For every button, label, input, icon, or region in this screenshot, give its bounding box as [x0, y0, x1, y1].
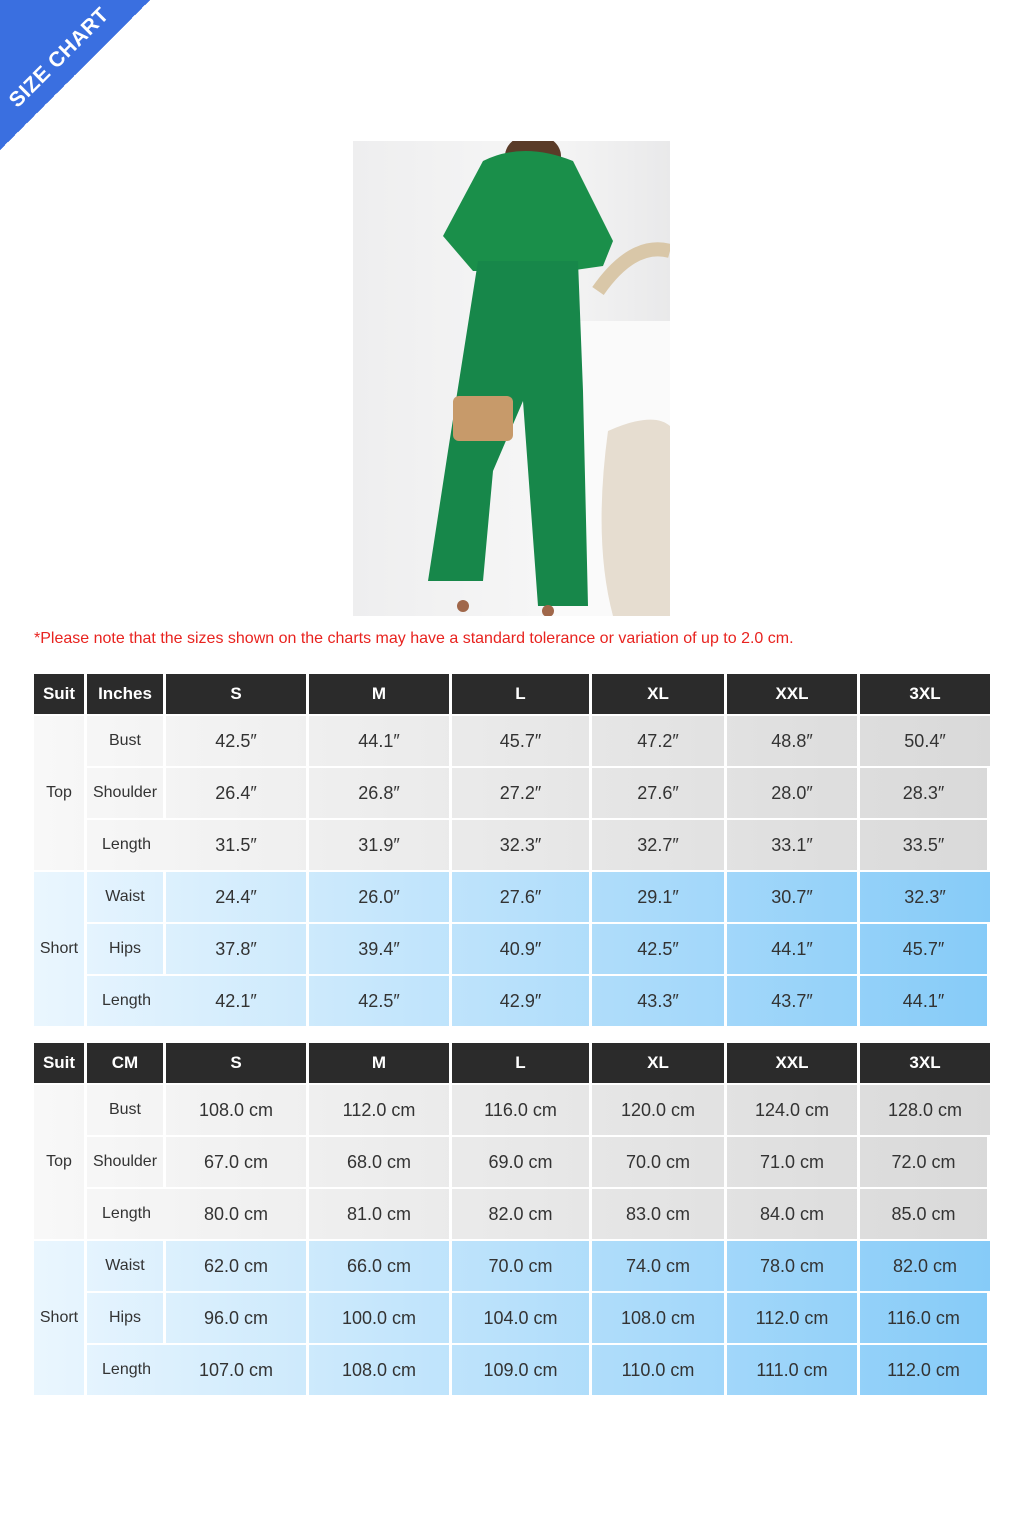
tolerance-note: *Please note that the sizes shown on the charts may have a standard tolerance or variation of up to 2.0 cm. [34, 630, 794, 647]
size-value: 84.0 cm [727, 1189, 860, 1241]
size-value: 112.0 cm [727, 1293, 860, 1345]
size-value: 47.2″ [592, 716, 727, 768]
size-value: 83.0 cm [592, 1189, 727, 1241]
header-cell: S [166, 1043, 309, 1085]
size-value: 33.1″ [727, 820, 860, 872]
size-value: 80.0 cm [166, 1189, 309, 1241]
measurement-label: Hips [87, 924, 166, 976]
size-value: 42.1″ [166, 976, 309, 1028]
size-value: 40.9″ [452, 924, 592, 976]
size-value: 30.7″ [727, 872, 860, 924]
size-value: 108.0 cm [592, 1293, 727, 1345]
table-header [34, 674, 990, 716]
size-value: 44.1″ [309, 716, 452, 768]
group-short [34, 872, 990, 1028]
header-cell: Suit [34, 674, 87, 716]
size-value: 116.0 cm [452, 1085, 592, 1137]
size-value: 116.0 cm [860, 1293, 990, 1345]
size-value: 45.7″ [452, 716, 592, 768]
measurement-label: Bust [87, 716, 166, 768]
size-value: 124.0 cm [727, 1085, 860, 1137]
measurement-label: Waist [87, 872, 166, 924]
header-cell: M [309, 674, 452, 716]
size-value: 44.1″ [860, 976, 990, 1028]
size-value: 42.9″ [452, 976, 592, 1028]
size-value: 74.0 cm [592, 1241, 727, 1293]
header-cell: XL [592, 1043, 727, 1085]
header-cell: XXL [727, 674, 860, 716]
size-value: 43.3″ [592, 976, 727, 1028]
size-value: 44.1″ [727, 924, 860, 976]
size-table-inches [34, 674, 990, 1028]
size-value: 45.7″ [860, 924, 990, 976]
size-value: 32.3″ [860, 872, 990, 924]
measurement-label: Length [87, 1189, 166, 1241]
size-value: 50.4″ [860, 716, 990, 768]
size-value: 69.0 cm [452, 1137, 592, 1189]
size-value: 108.0 cm [309, 1345, 452, 1397]
size-value: 68.0 cm [309, 1137, 452, 1189]
size-value: 27.2″ [452, 768, 592, 820]
size-value: 112.0 cm [309, 1085, 452, 1137]
size-value: 26.4″ [166, 768, 309, 820]
suit-label: Top [34, 716, 87, 872]
size-value: 66.0 cm [309, 1241, 452, 1293]
size-value: 62.0 cm [166, 1241, 309, 1293]
group-top [34, 1085, 990, 1241]
suit-label: Short [34, 1241, 87, 1397]
measurement-label: Length [87, 1345, 166, 1397]
size-value: 111.0 cm [727, 1345, 860, 1397]
measurement-label: Waist [87, 1241, 166, 1293]
size-value: 31.9″ [309, 820, 452, 872]
size-table-cm [34, 1043, 990, 1397]
size-value: 27.6″ [452, 872, 592, 924]
suit-label: Short [34, 872, 87, 1028]
size-value: 42.5″ [166, 716, 309, 768]
size-value: 67.0 cm [166, 1137, 309, 1189]
size-value: 104.0 cm [452, 1293, 592, 1345]
group-top [34, 716, 990, 872]
size-value: 32.7″ [592, 820, 727, 872]
header-cell: XXL [727, 1043, 860, 1085]
size-value: 24.4″ [166, 872, 309, 924]
suit-label: Top [34, 1085, 87, 1241]
measurement-label: Shoulder [87, 768, 166, 820]
header-cell: Inches [87, 674, 166, 716]
size-value: 82.0 cm [452, 1189, 592, 1241]
size-value: 78.0 cm [727, 1241, 860, 1293]
header-cell: XL [592, 674, 727, 716]
size-value: 72.0 cm [860, 1137, 990, 1189]
size-value: 42.5″ [309, 976, 452, 1028]
size-value: 27.6″ [592, 768, 727, 820]
product-photo [353, 141, 670, 616]
header-cell: M [309, 1043, 452, 1085]
header-cell: 3XL [860, 674, 990, 716]
size-value: 110.0 cm [592, 1345, 727, 1397]
header-cell: L [452, 1043, 592, 1085]
measurement-label: Length [87, 976, 166, 1028]
group-short [34, 1241, 990, 1397]
size-value: 107.0 cm [166, 1345, 309, 1397]
size-value: 70.0 cm [592, 1137, 727, 1189]
size-value: 33.5″ [860, 820, 990, 872]
banner-text: SIZE CHART [4, 3, 114, 113]
header-cell: 3XL [860, 1043, 990, 1085]
size-value: 96.0 cm [166, 1293, 309, 1345]
size-value: 108.0 cm [166, 1085, 309, 1137]
header-cell: CM [87, 1043, 166, 1085]
header-cell: Suit [34, 1043, 87, 1085]
size-value: 26.8″ [309, 768, 452, 820]
header-cell: S [166, 674, 309, 716]
size-value: 120.0 cm [592, 1085, 727, 1137]
measurement-label: Shoulder [87, 1137, 166, 1189]
size-value: 29.1″ [592, 872, 727, 924]
size-chart-banner [0, 0, 150, 150]
size-value: 71.0 cm [727, 1137, 860, 1189]
size-value: 81.0 cm [309, 1189, 452, 1241]
size-value: 48.8″ [727, 716, 860, 768]
size-value: 28.3″ [860, 768, 990, 820]
size-value: 109.0 cm [452, 1345, 592, 1397]
table-header [34, 1043, 990, 1085]
size-value: 32.3″ [452, 820, 592, 872]
size-value: 100.0 cm [309, 1293, 452, 1345]
measurement-label: Length [87, 820, 166, 872]
size-value: 31.5″ [166, 820, 309, 872]
size-value: 112.0 cm [860, 1345, 990, 1397]
size-value: 85.0 cm [860, 1189, 990, 1241]
size-value: 26.0″ [309, 872, 452, 924]
size-value: 70.0 cm [452, 1241, 592, 1293]
size-value: 37.8″ [166, 924, 309, 976]
size-value: 28.0″ [727, 768, 860, 820]
size-value: 43.7″ [727, 976, 860, 1028]
size-value: 39.4″ [309, 924, 452, 976]
measurement-label: Bust [87, 1085, 166, 1137]
size-value: 128.0 cm [860, 1085, 990, 1137]
size-value: 42.5″ [592, 924, 727, 976]
header-cell: L [452, 674, 592, 716]
measurement-label: Hips [87, 1293, 166, 1345]
size-value: 82.0 cm [860, 1241, 990, 1293]
